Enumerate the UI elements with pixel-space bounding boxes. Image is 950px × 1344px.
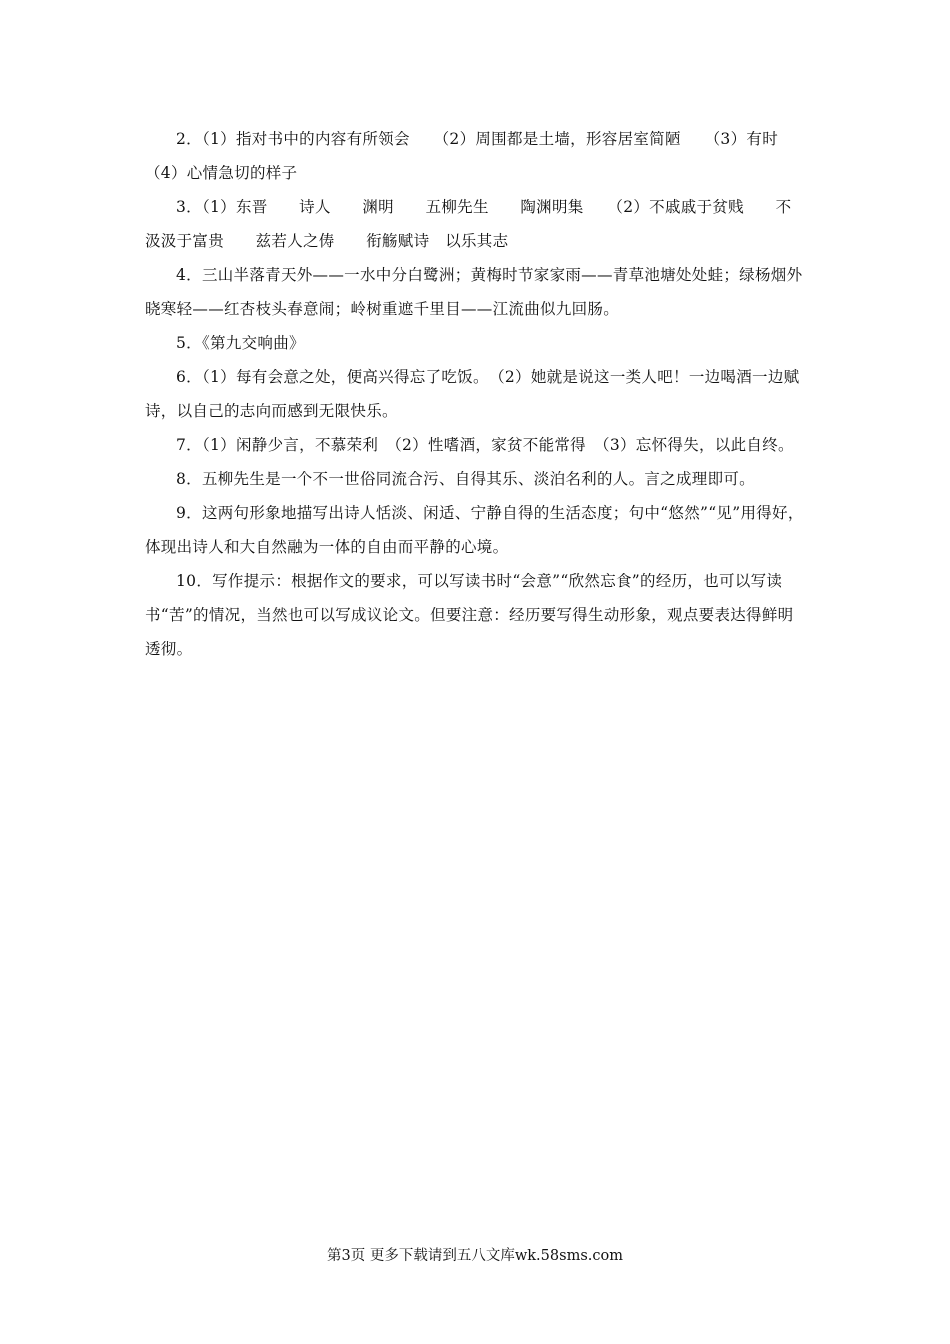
answer-item-9: 9．这两句形象地描写出诗人恬淡、闲适、宁静自得的生活态度；句中“悠然”“见”用得好，体现出诗人和大自然融为一体的自由而平静的心境。 [145,504,804,556]
answer-item-4: 4．三山半落青天外——一水中分白鹭洲；黄梅时节家家雨——青草池塘处处蛙；绿杨烟外晓寒轻——红杏枝头春意闹；岭树重遮千里目——江流曲似九回肠。 [145,266,803,318]
answer-item-10: 10．写作提示：根据作文的要求，可以写读书时“会意”“欣然忘食”的经历，也可以写读书“苦”的情况，当然也可以写成议论文。但要注意：经历要写得生动形象，观点要表达得鲜明透彻。 [145,572,794,658]
answer-item-3: 3．（1）东晋 诗人 渊明 五柳先生 陶渊明集 （2）不戚戚于贫贱 不汲汲于富贵 兹若人之俦 衔觞赋诗 以乐其志 [145,198,792,250]
answer-list [145,122,810,666]
answer-item-5: 5．《第九交响曲》 [176,334,305,352]
answer-item-2: 2．（1）指对书中的内容有所领会 （2）周围都是土墙，形容居室简陋 （3）有时 （4）心情急切的样子 [145,130,810,182]
page-footer: 第3页 更多下载请到五八文库wk.58sms.com [327,1248,623,1264]
answer-item-6: 6．（1）每有会意之处，便高兴得忘了吃饭。 （2）她就是说这一类人吧！一边喝酒一边赋诗，以自己的志向而感到无限快乐。 [145,368,800,420]
answer-item-8: 8．五柳先生是一个不一世俗同流合污、自得其乐、淡泊名利的人。言之成理即可。 [176,470,755,488]
answer-item-7: 7．（1）闲静少言，不慕荣利 （2）性嗜酒，家贫不能常得 （3）忘怀得失，以此自终。 [176,436,794,454]
